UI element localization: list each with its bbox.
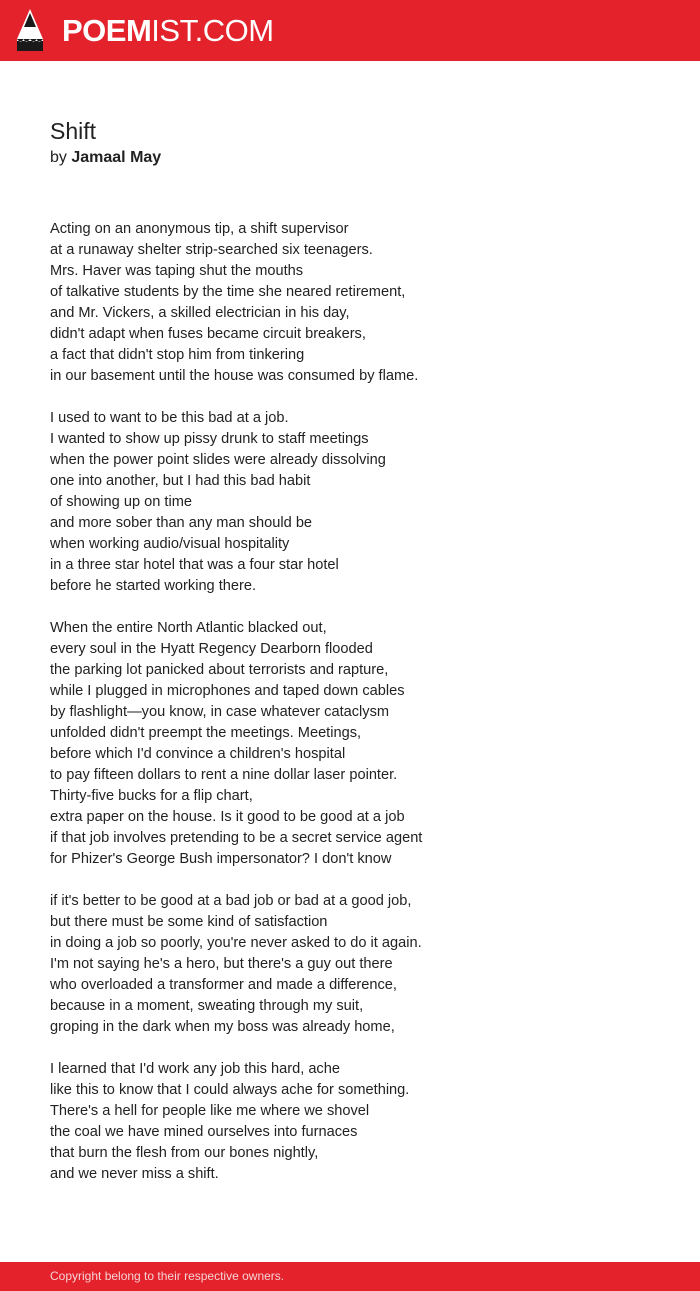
poem-line: Thirty-five bucks for a flip chart,: [50, 788, 253, 804]
poem-line: and more sober than any man should be: [50, 515, 313, 531]
poem-line: to pay fifteen dollars to rent a nine dollar laser pointer.: [50, 767, 398, 783]
site-header: [0, 0, 700, 61]
poem-line: that burn the flesh from our bones nightly,: [50, 1145, 319, 1161]
poem-line: of talkative students by the time she neared retirement,: [50, 284, 406, 300]
poem-line: and Mr. Vickers, a skilled electrician in his day,: [50, 305, 350, 321]
poem-byline: [50, 147, 650, 169]
poem-line: the coal we have mined ourselves into furnaces: [50, 1124, 358, 1140]
poem-line: didn't adapt when fuses became circuit breakers,: [50, 326, 366, 342]
poem-line: in a three star hotel that was a four star hotel: [50, 557, 339, 573]
poem-line: and we never miss a shift.: [50, 1166, 219, 1182]
poem-line: like this to know that I could always ache for something.: [50, 1082, 410, 1098]
poem-stanza: [50, 618, 650, 870]
poem-line: in our basement until the house was consumed by flame.: [50, 368, 419, 384]
poem-line: every soul in the Hyatt Regency Dearborn flooded: [50, 641, 373, 657]
poem-line: before which I'd convince a children's hospital: [50, 746, 346, 762]
poem-line: a fact that didn't stop him from tinkering: [50, 347, 305, 363]
poem-line: who overloaded a transformer and made a difference,: [50, 977, 397, 993]
site-footer: [0, 1262, 700, 1291]
poem-heading: [50, 116, 650, 169]
poem-line: groping in the dark when my boss was already home,: [50, 1019, 395, 1035]
poem-line: when the power point slides were already dissolving: [50, 452, 386, 468]
poem-line: while I plugged in microphones and taped down cables: [50, 683, 405, 699]
poem-stanza: [50, 219, 650, 387]
poem-line: Acting on an anonymous tip, a shift supervisor: [50, 221, 349, 237]
poem-title: Shift: [50, 118, 97, 144]
poem-line: unfolded didn't preempt the meetings. Meetings,: [50, 725, 362, 741]
poem-line: if it's better to be good at a bad job or bad at a good job,: [50, 893, 412, 909]
poem-body: [50, 219, 650, 1206]
poem-line: extra paper on the house. Is it good to be good at a job: [50, 809, 405, 825]
poem-line: for Phizer's George Bush impersonator? I don't know: [50, 851, 392, 867]
poem-stanza: [50, 891, 650, 1038]
byline-prefix: by: [50, 149, 67, 166]
poem-line: but there must be some kind of satisfaction: [50, 914, 328, 930]
poem-line: when working audio/visual hospitality: [50, 536, 290, 552]
pencil-tip-icon[interactable]: [17, 9, 43, 51]
logo-rest-text: IST.COM: [151, 13, 274, 48]
logo-bold-text: POEM: [62, 13, 152, 48]
poem-stanza: [50, 1059, 650, 1185]
poem-line: I learned that I'd work any job this hard, ache: [50, 1061, 340, 1077]
poem-line: of showing up on time: [50, 494, 192, 510]
poem-line: in doing a job so poorly, you're never asked to do it again.: [50, 935, 422, 951]
poem-line: I used to want to be this bad at a job.: [50, 410, 289, 426]
poem-line: one into another, but I had this bad habit: [50, 473, 311, 489]
site-logo[interactable]: [62, 11, 274, 51]
copyright-text: Copyright belong to their respective owners.: [50, 1269, 285, 1283]
poem-stanza: [50, 408, 650, 597]
poem-line: before he started working there.: [50, 578, 257, 594]
poem-author: Jamaal May: [71, 149, 162, 166]
poem-line: I'm not saying he's a hero, but there's a guy out there: [50, 956, 393, 972]
poem-line: I wanted to show up pissy drunk to staff meetings: [50, 431, 369, 447]
poem-line: by flashlight—you know, in case whatever cataclysm: [50, 704, 390, 720]
poem-line: at a runaway shelter strip-searched six teenagers.: [50, 242, 373, 258]
poem-line: the parking lot panicked about terrorists and rapture,: [50, 662, 389, 678]
poem-line: Mrs. Haver was taping shut the mouths: [50, 263, 304, 279]
poem-line: When the entire North Atlantic blacked out,: [50, 620, 327, 636]
poem-line: because in a moment, sweating through my suit,: [50, 998, 364, 1014]
poem-line: if that job involves pretending to be a secret service agent: [50, 830, 423, 846]
poem-line: There's a hell for people like me where we shovel: [50, 1103, 370, 1119]
